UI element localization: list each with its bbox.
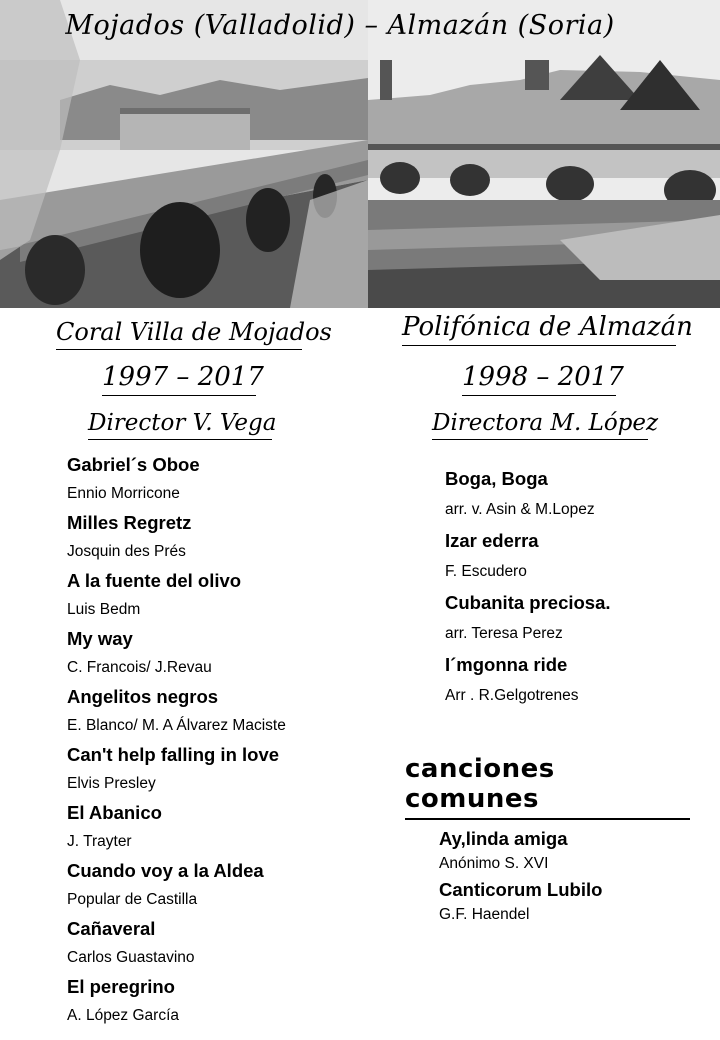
song-composer: Arr . R.Gelgotrenes	[445, 687, 579, 704]
song-composer: arr. v. Asin & M.Lopez	[445, 501, 595, 518]
list-item	[67, 858, 367, 916]
right-choir-years: 1998 – 2017	[462, 362, 616, 396]
list-item	[67, 510, 367, 568]
song-composer: E. Blanco/ M. A Álvarez Maciste	[67, 717, 286, 734]
left-repertoire-list	[67, 452, 367, 1032]
song-composer: A. López García	[67, 1007, 180, 1024]
song-title: Izar ederra	[445, 530, 539, 551]
left-choir-director: Director V. Vega	[88, 410, 272, 440]
song-composer: Ennio Morricone	[67, 485, 180, 502]
list-item	[67, 452, 367, 510]
song-title: My way	[67, 628, 133, 649]
song-title: Angelitos negros	[67, 686, 219, 707]
list-item	[67, 800, 367, 858]
common-songs-heading: canciones comunes	[405, 754, 690, 820]
left-choir-name: Coral Villa de Mojados	[56, 318, 302, 350]
left-choir-years: 1997 – 2017	[102, 362, 256, 396]
list-item	[445, 651, 715, 713]
song-composer: arr. Teresa Perez	[445, 625, 563, 642]
list-item	[439, 826, 709, 877]
song-title: El Abanico	[67, 802, 162, 823]
song-composer: F. Escudero	[445, 563, 527, 580]
song-title: El peregrino	[67, 976, 175, 997]
header-banner	[0, 0, 720, 308]
common-repertoire-list	[439, 826, 709, 928]
song-title: Boga, Boga	[445, 468, 548, 489]
song-title: Ay,linda amiga	[439, 828, 568, 849]
song-title: Milles Regretz	[67, 512, 192, 533]
song-title: Cañaveral	[67, 918, 156, 939]
list-item	[67, 742, 367, 800]
bridges-photo-collage	[0, 0, 720, 308]
song-composer: Carlos Guastavino	[67, 949, 195, 966]
song-composer: Elvis Presley	[67, 775, 156, 792]
song-composer: Anónimo S. XVI	[439, 855, 549, 872]
song-composer: G.F. Haendel	[439, 906, 530, 923]
list-item	[445, 465, 715, 527]
right-choir-name: Polifónica de Almazán	[402, 312, 676, 346]
song-title: Cubanita preciosa.	[445, 592, 611, 613]
song-title: Cuando voy a la Aldea	[67, 860, 264, 881]
song-composer: J. Trayter	[67, 833, 132, 850]
list-item	[67, 568, 367, 626]
song-title: I´mgonna ride	[445, 654, 568, 675]
song-title: Canticorum Lubilo	[439, 879, 603, 900]
song-composer: Luis Bedm	[67, 601, 141, 618]
list-item	[439, 877, 709, 928]
song-composer: Popular de Castilla	[67, 891, 198, 908]
list-item	[67, 684, 367, 742]
list-item	[445, 527, 715, 589]
list-item	[67, 974, 367, 1032]
list-item	[445, 589, 715, 651]
right-repertoire-list	[445, 465, 715, 713]
almazan-bridge-photo	[368, 0, 720, 308]
song-title: A la fuente del olivo	[67, 570, 242, 591]
song-composer: C. Francois/ J.Revau	[67, 659, 212, 676]
song-composer: Josquin des Prés	[67, 543, 186, 560]
list-item	[67, 626, 367, 684]
song-title: Can't help falling in love	[67, 744, 280, 765]
song-title: Gabriel´s Oboe	[67, 454, 200, 475]
banner-title: Mojados (Valladolid) – Almazán (Soria)	[65, 10, 615, 41]
list-item	[67, 916, 367, 974]
right-choir-director: Directora M. López	[432, 410, 648, 440]
mojados-bridge-photo	[0, 0, 368, 308]
